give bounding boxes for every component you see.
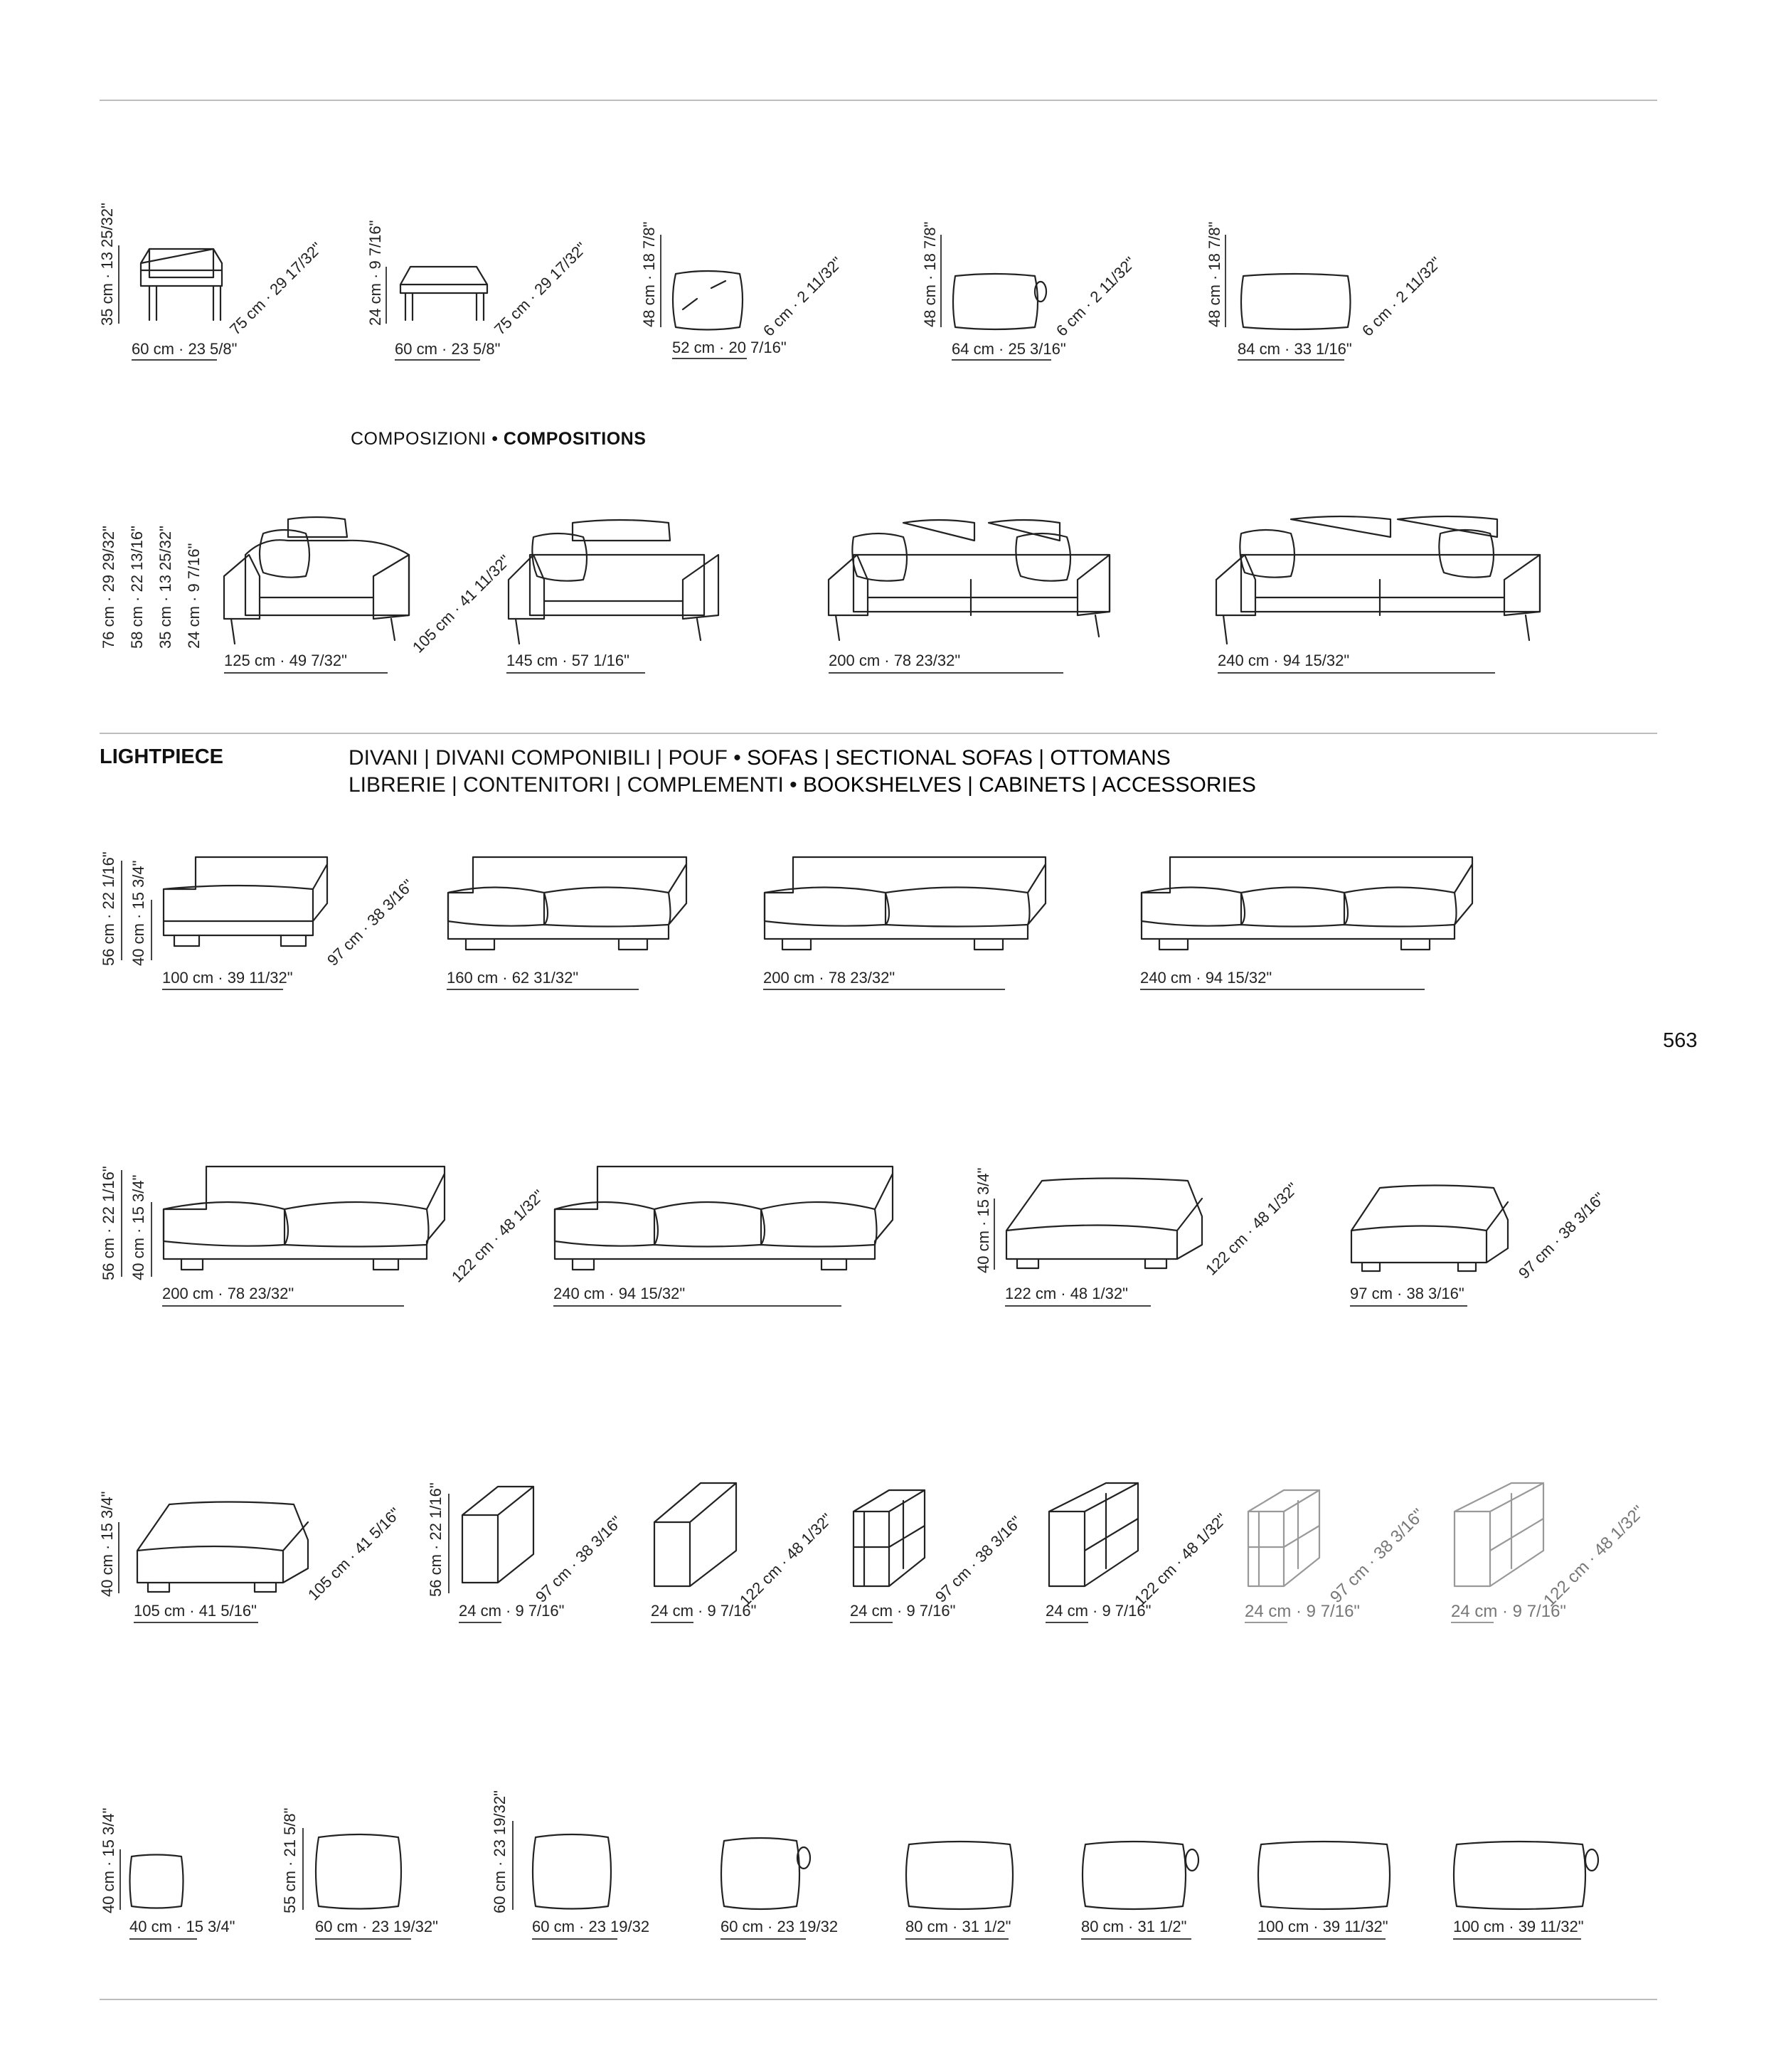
bookshelf-122-light-drawing (1451, 1479, 1551, 1593)
dim-line (994, 1199, 995, 1270)
armchair-125-drawing (220, 512, 420, 647)
width-label: 145 cm · 57 1/16" (506, 652, 629, 669)
depth-label: 75 cm · 29 17/32" (226, 238, 326, 339)
width-label: 24 cm · 9 7/16" (1245, 1602, 1360, 1621)
category-line-2 (349, 772, 1256, 799)
armchair-145-drawing (505, 516, 733, 647)
bullet: • (491, 429, 499, 449)
dim-line (1238, 359, 1344, 361)
depth-label: 97 cm · 38 3/16" (932, 1512, 1026, 1606)
width-label: 105 cm · 41 5/16" (134, 1602, 257, 1620)
back-cushion-drawing (1238, 270, 1358, 334)
dim-line (512, 1821, 514, 1910)
sofa-240-drawing (1213, 512, 1554, 647)
dim-line (1140, 989, 1425, 990)
cushion-80-roll-drawing (1080, 1839, 1208, 1913)
width-label: 240 cm · 94 15/32" (553, 1285, 686, 1302)
dim-line (1218, 672, 1495, 674)
width-label: 125 cm · 49 7/32" (224, 652, 347, 669)
compositions-heading (351, 429, 646, 450)
dim-line (385, 267, 387, 324)
dim-line (651, 1622, 693, 1623)
dim-line (553, 1305, 841, 1307)
depth-label: 122 cm · 48 1/32" (1131, 1509, 1230, 1610)
dim-line (134, 1622, 258, 1623)
depth-label: 122 cm · 48 1/32" (736, 1509, 836, 1610)
section-rule (100, 733, 1657, 734)
back-cushion-drawing (950, 270, 1049, 334)
height-label: 56 cm · 22 1/16" (100, 1166, 117, 1280)
height-label: 35 cm · 13 25/32" (156, 526, 174, 649)
category-line-1-it: DIVANI | DIVANI COMPONIBILI | POUF (349, 746, 728, 770)
category-line-1 (349, 745, 1256, 772)
sofa-unit-100-drawing (160, 854, 331, 960)
ottoman-low-drawing (395, 263, 501, 327)
brand-title: LIGHTPIECE (100, 745, 224, 768)
height-label: 55 cm · 21 5/8" (281, 1807, 299, 1913)
sofa-240-deep-drawing (551, 1163, 900, 1277)
height-label: 48 cm · 18 7/8" (1206, 221, 1223, 327)
cabinet-122-drawing (651, 1479, 743, 1597)
dim-line (1257, 1938, 1386, 1940)
dim-line (162, 1305, 404, 1307)
dim-line (121, 861, 122, 960)
bookshelf-97-light-drawing (1245, 1487, 1330, 1593)
dim-line (315, 1938, 411, 1940)
category-line-1-en: SOFAS | SECTIONAL SOFAS | OTTOMANS (747, 746, 1171, 770)
cushion-100-roll-drawing (1451, 1839, 1607, 1913)
depth-label: 97 cm · 38 3/16" (1515, 1189, 1609, 1282)
depth-label: 97 cm · 38 3/16" (324, 876, 418, 969)
dim-line (459, 1622, 501, 1623)
dim-line (850, 1622, 893, 1623)
width-label: 24 cm · 9 7/16" (1451, 1602, 1566, 1621)
width-label: 24 cm · 9 7/16" (1046, 1602, 1152, 1620)
width-label: 100 cm · 39 11/32" (1257, 1918, 1388, 1935)
dim-line (940, 235, 942, 327)
width-label: 60 cm · 23 19/32" (315, 1918, 438, 1935)
cabinet-97-drawing (459, 1483, 537, 1597)
depth-label: 97 cm · 38 3/16" (1326, 1505, 1429, 1608)
width-label: 40 cm · 15 3/4" (129, 1918, 235, 1935)
width-label: 200 cm · 78 23/32" (763, 969, 895, 987)
depth-label: 6 cm · 2 11/32" (1053, 253, 1139, 340)
category-line-2-en: BOOKSHELVES | CABINETS | ACCESSORIES (802, 773, 1256, 797)
top-rule (100, 100, 1657, 101)
dim-line (151, 1202, 152, 1277)
dim-line (132, 359, 217, 361)
height-label: 48 cm · 18 7/8" (640, 221, 658, 327)
dim-line (905, 1938, 1009, 1940)
cushion-55-drawing (313, 1832, 405, 1913)
dim-line (121, 1170, 122, 1277)
ottoman-tall-drawing (135, 242, 235, 327)
sofa-unit-160-drawing (445, 854, 693, 960)
height-label: 35 cm · 13 25/32" (98, 203, 116, 326)
dim-line (952, 359, 1051, 361)
width-label: 200 cm · 78 23/32" (829, 652, 961, 669)
width-label: 24 cm · 9 7/16" (459, 1602, 565, 1620)
dim-line (532, 1938, 617, 1940)
bottom-rule (100, 1999, 1657, 2000)
sofa-200-deep-drawing (160, 1163, 452, 1277)
depth-label: 97 cm · 38 3/16" (532, 1512, 626, 1606)
compositions-it: COMPOSIZIONI (351, 429, 486, 449)
cushion-100-drawing (1255, 1839, 1398, 1913)
bookshelf-122-drawing (1046, 1479, 1145, 1593)
dim-line (129, 1938, 197, 1940)
cushion-80-drawing (903, 1839, 1017, 1913)
width-label: 64 cm · 25 3/16" (952, 340, 1066, 358)
dim-line (1451, 1622, 1494, 1623)
category-list (349, 745, 1256, 799)
height-label: 48 cm · 18 7/8" (921, 221, 939, 327)
dim-line (1453, 1938, 1581, 1940)
width-label: 84 cm · 33 1/16" (1238, 340, 1352, 358)
bullet: • (733, 746, 741, 770)
height-label: 40 cm · 15 3/4" (129, 1174, 147, 1280)
ottoman-105-drawing (134, 1501, 319, 1600)
dim-line (672, 358, 747, 359)
height-label: 56 cm · 22 1/16" (100, 851, 117, 966)
height-label: 60 cm · 23 19/32" (491, 1790, 509, 1913)
dim-line (720, 1938, 806, 1940)
width-label: 100 cm · 39 11/32" (1453, 1918, 1584, 1935)
cushion-60-drawing (530, 1832, 615, 1913)
width-label: 24 cm · 9 7/16" (651, 1602, 757, 1620)
height-label: 24 cm · 9 7/16" (366, 220, 384, 326)
height-label: 40 cm · 15 3/4" (98, 1491, 116, 1597)
compositions-en: COMPOSITIONS (503, 429, 647, 449)
width-label: 97 cm · 38 3/16" (1350, 1285, 1464, 1302)
width-label: 100 cm · 39 11/32" (162, 969, 293, 987)
height-label: 40 cm · 15 3/4" (129, 860, 147, 966)
width-label: 60 cm · 23 5/8" (132, 340, 238, 358)
dim-line (1005, 1305, 1151, 1307)
dim-line (1081, 1938, 1191, 1940)
bookshelf-97-drawing (850, 1487, 935, 1593)
depth-label: 105 cm · 41 11/32" (409, 551, 514, 657)
dim-line (1350, 1305, 1467, 1307)
page-number: 563 (1663, 1029, 1698, 1052)
width-label: 60 cm · 23 5/8" (395, 340, 501, 358)
width-label: 240 cm · 94 15/32" (1140, 969, 1272, 987)
dim-line (447, 989, 639, 990)
cushion-60-roll-drawing (718, 1835, 818, 1913)
dim-line (162, 989, 283, 990)
dim-line (224, 672, 388, 674)
back-cushion-drawing (669, 267, 747, 338)
width-label: 52 cm · 20 7/16" (672, 339, 787, 356)
height-label: 40 cm · 15 3/4" (100, 1807, 117, 1913)
dim-line (1046, 1622, 1088, 1623)
dim-line (118, 245, 119, 324)
depth-label: 122 cm · 48 1/32" (1202, 1179, 1302, 1279)
width-label: 160 cm · 62 31/32" (447, 969, 579, 987)
width-label: 200 cm · 78 23/32" (162, 1285, 294, 1302)
width-label: 240 cm · 94 15/32" (1218, 652, 1350, 669)
height-label: 40 cm · 15 3/4" (974, 1167, 992, 1273)
category-line-2-it: LIBRERIE | CONTENITORI | COMPLEMENTI (349, 773, 784, 797)
width-label: 80 cm · 31 1/2" (1081, 1918, 1187, 1935)
ottoman-122-drawing (1003, 1177, 1216, 1277)
cushion-40-drawing (128, 1853, 185, 1910)
width-label: 122 cm · 48 1/32" (1005, 1285, 1128, 1302)
dim-line (448, 1494, 450, 1593)
depth-label: 122 cm · 48 1/32" (1540, 1502, 1649, 1611)
width-label: 80 cm · 31 1/2" (905, 1918, 1011, 1935)
dim-line (151, 900, 152, 960)
sofa-unit-200-drawing (761, 854, 1053, 960)
dim-line (763, 989, 1005, 990)
ottoman-97-drawing (1348, 1184, 1519, 1277)
depth-label: 105 cm · 41 5/16" (304, 1504, 404, 1604)
height-label: 24 cm · 9 7/16" (185, 543, 203, 649)
width-label: 60 cm · 23 19/32 (532, 1918, 650, 1935)
depth-label: 122 cm · 48 1/32" (448, 1186, 548, 1286)
depth-label: 6 cm · 2 11/32" (760, 253, 846, 340)
sofa-unit-240-drawing (1138, 854, 1479, 960)
dim-line (395, 359, 480, 361)
dim-line (506, 672, 645, 674)
depth-label: 75 cm · 29 17/32" (491, 238, 590, 339)
dim-line (119, 1849, 121, 1910)
sofa-200-drawing (825, 516, 1124, 644)
bullet: • (789, 773, 797, 797)
width-label: 24 cm · 9 7/16" (850, 1602, 956, 1620)
dim-line (118, 1522, 119, 1593)
depth-label: 6 cm · 2 11/32" (1358, 253, 1445, 340)
dim-line (829, 672, 1063, 674)
dim-line (1245, 1622, 1287, 1623)
height-label: 76 cm · 29 29/32" (100, 526, 117, 649)
height-label: 56 cm · 22 1/16" (427, 1482, 445, 1597)
height-label: 58 cm · 22 13/16" (128, 526, 146, 649)
width-label: 60 cm · 23 19/32 (720, 1918, 839, 1935)
dim-line (660, 235, 661, 327)
dim-line (1225, 235, 1226, 327)
dim-line (302, 1828, 304, 1910)
